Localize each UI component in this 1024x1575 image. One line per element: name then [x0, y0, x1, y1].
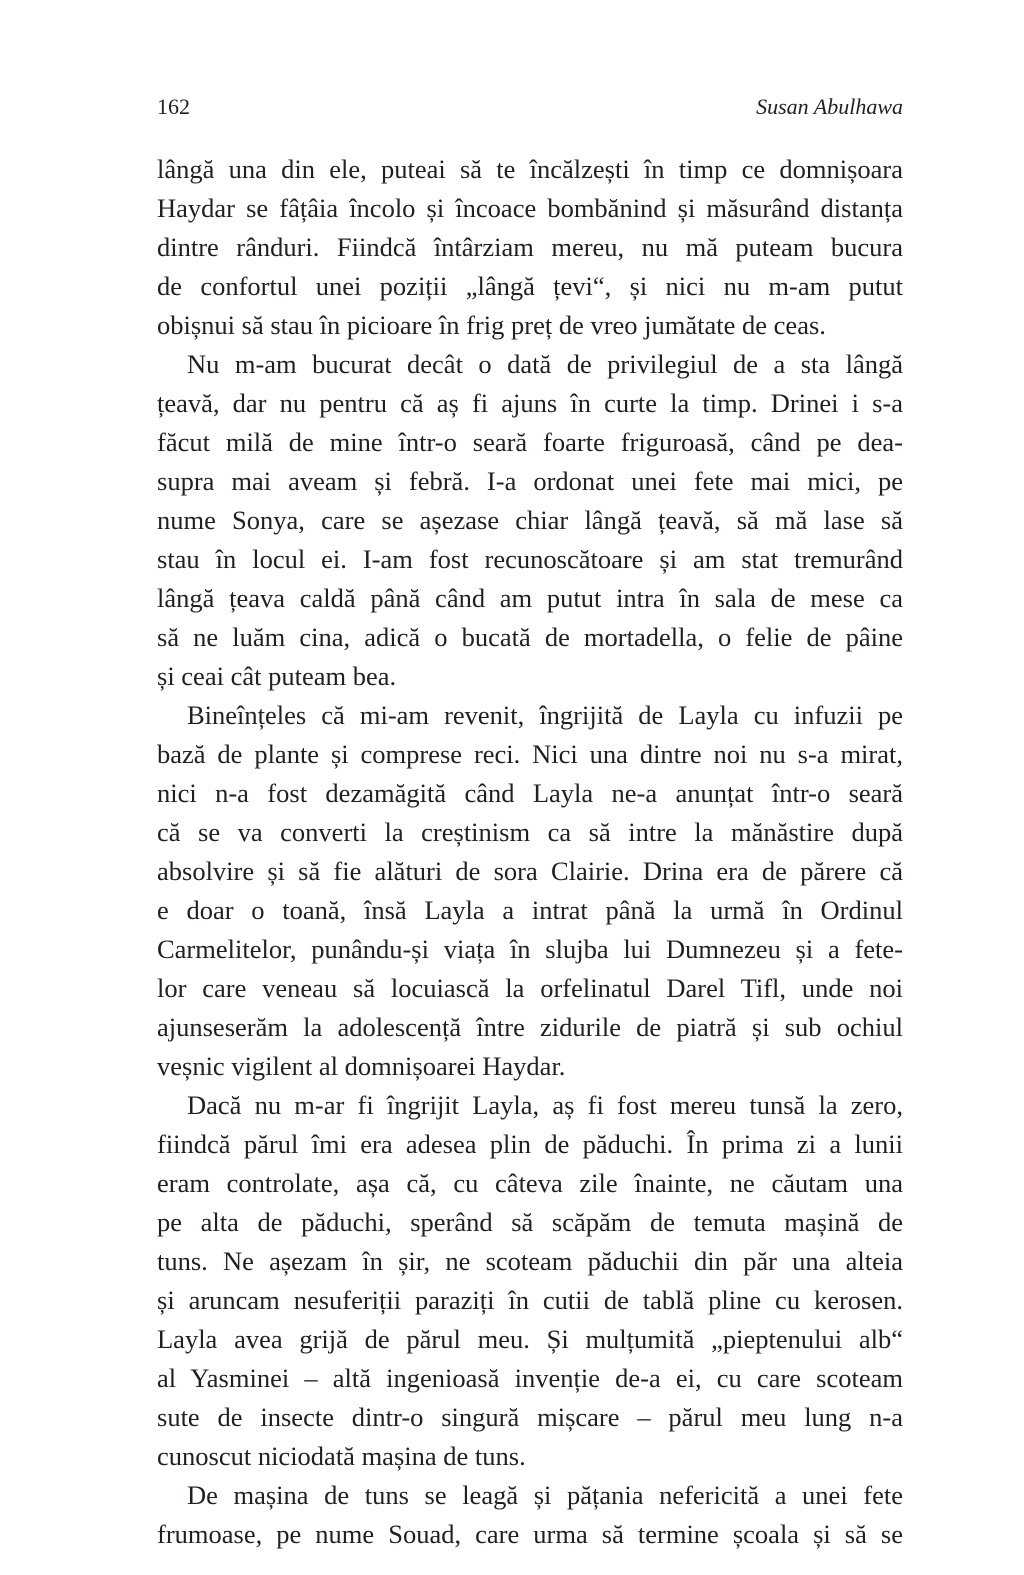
- running-header-author: Susan Abulhawa: [756, 94, 903, 119]
- text-line: frumoase, pe nume Souad, care urma să termine școala și să se: [157, 1519, 903, 1549]
- text-line: lor care veneau să locuiască la orfelinatul Darel Tifl, unde noi: [157, 973, 903, 1003]
- text-line: bază de plante și comprese reci. Nici una dintre noi nu s-a mirat,: [157, 739, 903, 769]
- text-line: Carmelitelor, punându-și viața în slujba lui Dumnezeu și a fete-: [157, 934, 903, 964]
- text-line: că se va converti la creștinism ca să intre la mănăstire după: [157, 817, 903, 847]
- text-line: nume Sonya, care se așezase chiar lângă țeavă, să mă lase să: [157, 505, 903, 535]
- text-line: e doar o toană, însă Layla a intrat până la urmă în Ordinul: [157, 895, 903, 925]
- paragraph: [157, 696, 903, 1086]
- paragraph: [157, 1476, 903, 1554]
- paragraph: [157, 1086, 903, 1476]
- text-line: lângă țeava caldă până când am putut intra în sala de mese ca: [157, 583, 903, 613]
- text-line: fiindcă părul îmi era adesea plin de păduchi. În prima zi a lunii: [157, 1129, 903, 1159]
- text-line: sute de insecte dintr-o singură mișcare – părul meu lung n-a: [157, 1402, 903, 1432]
- text-line: făcut milă de mine într-o seară foarte friguroasă, când pe dea-: [157, 427, 903, 457]
- text-line: și aruncam nesuferiții paraziți în cutii de tablă pline cu kerosen.: [157, 1285, 903, 1315]
- paragraph: [157, 345, 903, 696]
- text-line: lângă una din ele, puteai să te încălzești în timp ce domnișoara: [157, 154, 903, 184]
- body-text: [157, 150, 903, 1554]
- text-line: nici n-a fost dezamăgită când Layla ne-a anunțat într-o seară: [157, 778, 903, 808]
- text-line: Haydar se fâțâia încolo și încoace bombănind și măsurând distanța: [157, 193, 903, 223]
- text-line: pe alta de păduchi, sperând să scăpăm de temuta mașină de: [157, 1207, 903, 1237]
- text-line: eram controlate, așa că, cu câteva zile înainte, ne căutam una: [157, 1168, 903, 1198]
- text-line: veșnic vigilent al domnișoarei Haydar.: [157, 1051, 566, 1081]
- text-line: Dacă nu m-ar fi îngrijit Layla, aș fi fost mereu tunsă la zero,: [187, 1090, 903, 1120]
- paragraph: [157, 150, 903, 345]
- text-line: Layla avea grijă de părul meu. Și mulțumită „pieptenului alb“: [157, 1324, 903, 1354]
- text-line: Nu m-am bucurat decât o dată de privilegiul de a sta lângă: [187, 349, 903, 379]
- text-line: De mașina de tuns se leagă și pățania nefericită a unei fete: [187, 1480, 903, 1510]
- text-line: supra mai aveam și febră. I-a ordonat unei fete mai mici, pe: [157, 466, 903, 496]
- text-line: obișnui să stau în picioare în frig preț de vreo jumătate de ceas.: [157, 310, 826, 340]
- text-line: tuns. Ne așezam în șir, ne scoteam păduchii din păr una alteia: [157, 1246, 903, 1276]
- text-line: și ceai cât puteam bea.: [157, 661, 397, 691]
- text-line: stau în locul ei. I-am fost recunoscătoare și am stat tremurând: [157, 544, 903, 574]
- text-line: ajunseserăm la adolescență între zidurile de piatră și sub ochiul: [157, 1012, 903, 1042]
- text-line: al Yasminei – altă ingenioasă invenție de-a ei, cu care scoteam: [157, 1363, 903, 1393]
- text-line: să ne luăm cina, adică o bucată de mortadella, o felie de pâine: [157, 622, 903, 652]
- page-number: 162: [157, 94, 190, 119]
- text-line: Bineînțeles că mi-am revenit, îngrijită de Layla cu infuzii pe: [187, 700, 903, 730]
- text-line: dintre rânduri. Fiindcă întârziam mereu, nu mă puteam bucura: [157, 232, 903, 262]
- text-line: de confortul unei poziții „lângă țevi“, și nici nu m-am putut: [157, 271, 903, 301]
- text-line: țeavă, dar nu pentru că aș fi ajuns în curte la timp. Drinei i s-a: [157, 388, 903, 418]
- text-line: absolvire și să fie alături de sora Clairie. Drina era de părere că: [157, 856, 903, 886]
- text-line: cunoscut niciodată mașina de tuns.: [157, 1441, 526, 1471]
